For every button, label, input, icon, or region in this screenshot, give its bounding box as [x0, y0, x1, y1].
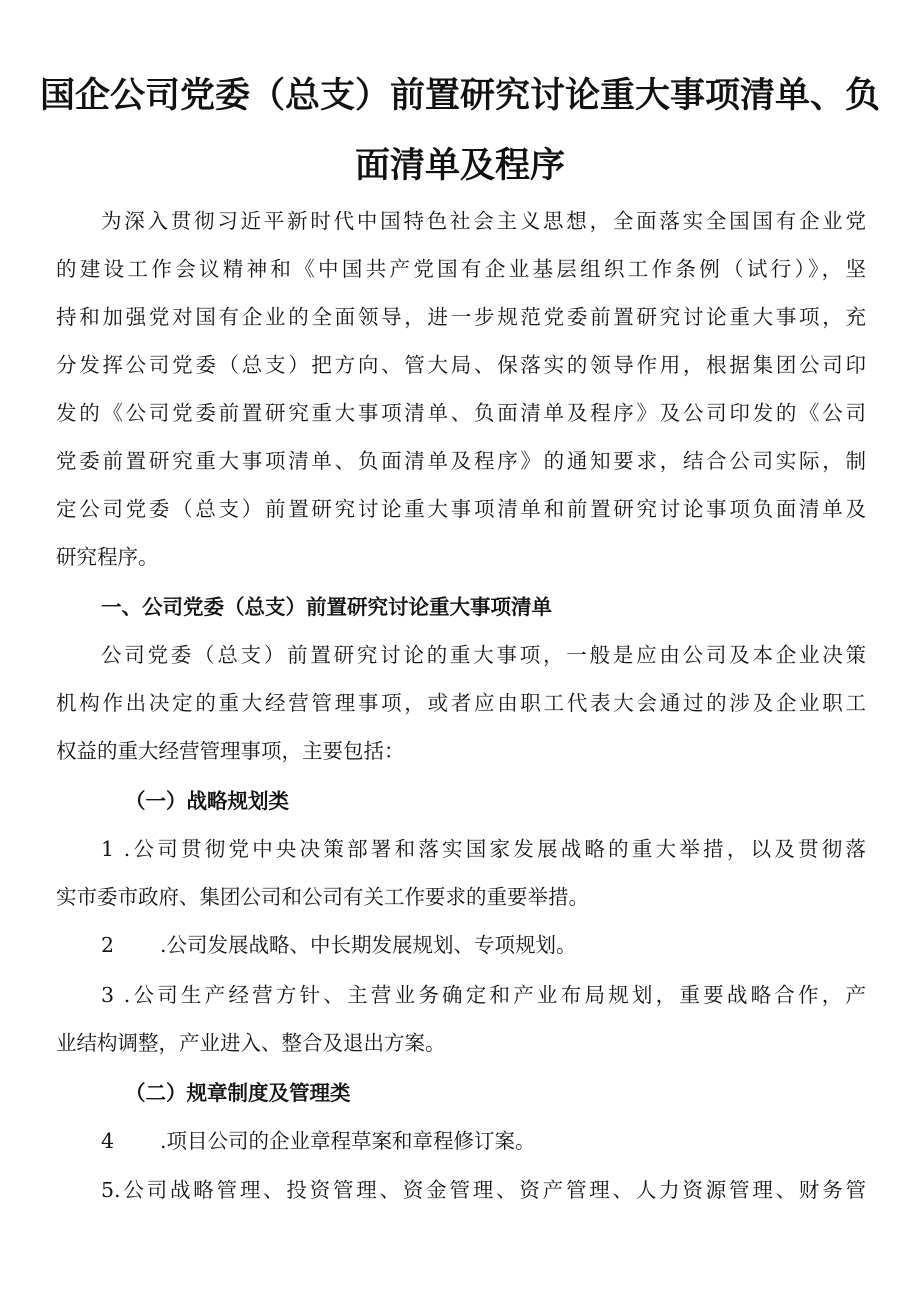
list-item-line: 3 .公司生产经营方针、主营业务确定和产业布局规划，重要战略合作，产 — [101, 983, 866, 1007]
intro-line: 研究程序。 — [56, 545, 159, 569]
section-body-line: 公司党委（总支）前置研究讨论的重大事项，一般是应由公司及本企业决策 — [101, 643, 866, 667]
list-item-line: 业结构调整，产业进入、整合及退出方案。 — [56, 1031, 446, 1055]
section-heading: 一、公司党委（总支）前置研究讨论重大事项清单 — [101, 595, 552, 619]
list-item-line: .项目公司的企业章程草案和章程修订案。 — [160, 1129, 536, 1153]
list-item-line: .公司发展战略、中长期发展规划、专项规划。 — [160, 933, 577, 957]
subsection-heading: （一）战略规划类 — [125, 789, 289, 813]
document-title-line-2: 面清单及程序 — [354, 146, 565, 186]
section-body-line: 机构作出决定的重大经营管理事项，或者应由职工代表大会通过的涉及企业职工 — [56, 691, 866, 715]
intro-line: 党委前置研究重大事项清单、负面清单及程序》的通知要求，结合公司实际，制 — [56, 449, 866, 473]
list-item-number: 2 — [101, 933, 115, 957]
document-title-line-1: 国企公司党委（总支）前置研究讨论重大事项清单、负 — [39, 76, 880, 116]
list-item-line: 1 .公司贯彻党中央决策部署和落实国家发展战略的重大举措，以及贯彻落 — [101, 837, 866, 861]
list-item-line: 5.公司战略管理、投资管理、资金管理、资产管理、人力资源管理、财务管 — [101, 1178, 866, 1202]
intro-line: 定公司党委（总支）前置研究讨论重大事项清单和前置研究讨论事项负面清单及 — [56, 497, 866, 521]
section-body-line: 权益的重大经营管理事项，主要包括： — [56, 739, 405, 763]
subsection-heading: （二）规章制度及管理类 — [125, 1081, 351, 1105]
intro-line: 的建设工作会议精神和《中国共产党国有企业基层组织工作条例（试行）》，坚 — [56, 257, 866, 281]
intro-line: 发的《公司党委前置研究重大事项清单、负面清单及程序》及公司印发的《公司 — [56, 401, 866, 425]
list-item-line: 实市委市政府、集团公司和公司有关工作要求的重要举措。 — [56, 885, 589, 909]
list-item-number: 4 — [101, 1129, 115, 1153]
intro-line: 持和加强党对国有企业的全面领导，进一步规范党委前置研究讨论重大事项，充 — [56, 305, 866, 329]
intro-line: 分发挥公司党委（总支）把方向、管大局、保落实的领导作用，根据集团公司印 — [56, 353, 866, 377]
intro-line: 为深入贯彻习近平新时代中国特色社会主义思想，全面落实全国国有企业党 — [101, 209, 866, 233]
